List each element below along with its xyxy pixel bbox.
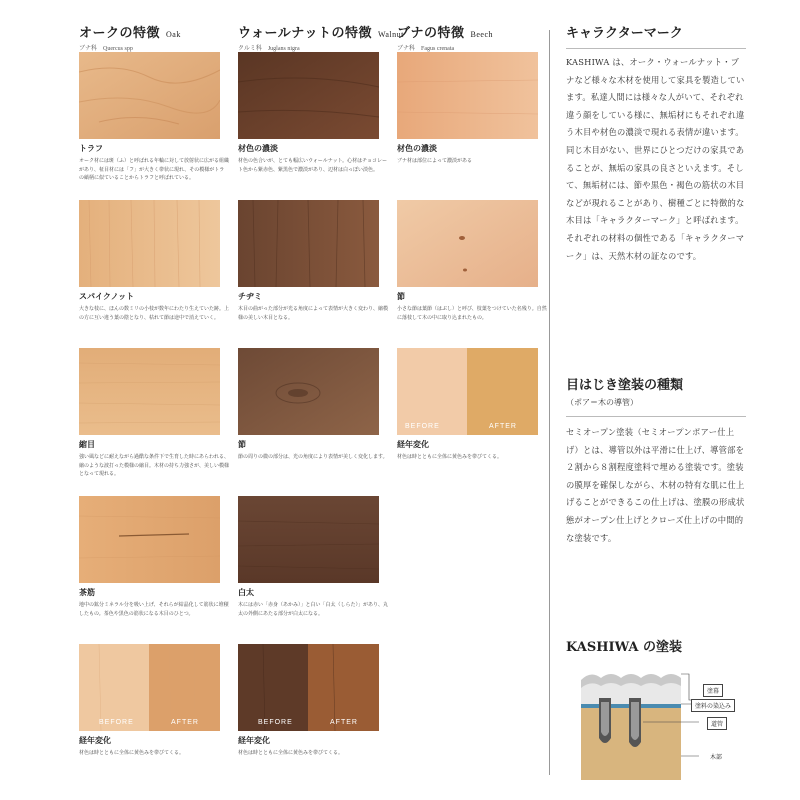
- oak-spike-knot-title: スパイクノット: [79, 291, 135, 301]
- oak-chasuji-image: [79, 496, 220, 583]
- oak-spike-knot-desc: 大きな枝に、ほんの数ミリの小枝が数年にわたり生えていた跡。上の方に互い違う葉の陰となり、枯れて節は途中で消えていく。: [79, 306, 230, 321]
- walnut-shade-image: [238, 52, 379, 139]
- oak-aging-image: [79, 644, 220, 731]
- oak-aging-desc: 材色は時とともに全体に黄色みを帯びてくる。: [79, 750, 185, 756]
- oak-chijimi-caption: [79, 439, 229, 479]
- oak-chijimi-image: [79, 348, 220, 435]
- beech-knot-title: 節: [397, 291, 405, 301]
- oak-chasuji-caption: [79, 587, 229, 618]
- coating-diagram: [581, 668, 746, 780]
- character-mark-body-wrap: [566, 54, 746, 265]
- beech-before-label: BEFORE: [405, 423, 440, 430]
- beech-shade-title: 材色の濃淡: [397, 143, 437, 153]
- label-vessel: 道管: [707, 717, 727, 730]
- walnut-shirata-image: [238, 496, 379, 583]
- coating-type-subtitle: （ポア＝木の導管）: [566, 398, 638, 407]
- oak-chasuji-title: 茶筋: [79, 587, 95, 597]
- walnut-chijimi-caption: [238, 291, 388, 322]
- kashiwa-coating-section: [566, 636, 746, 655]
- oak-aging-title: 経年変化: [79, 735, 111, 745]
- walnut-shade-caption: [238, 143, 388, 174]
- oak-tora-title: トラフ: [79, 143, 103, 153]
- walnut-aging-title: 経年変化: [238, 735, 270, 745]
- beech-header: [397, 22, 493, 52]
- beech-knot-caption: [397, 291, 547, 322]
- beech-aging-image: [397, 348, 538, 435]
- beech-shade-caption: [397, 143, 547, 166]
- oak-spike-knot-image: [79, 200, 220, 287]
- walnut-chijimi-title: チヂミ: [238, 291, 262, 301]
- oak-chasuji-desc: 地中の鉱分ミネラル分を吸い上げ、それらが結晶化して筋状に堆積したもの。茶色や黒色の筋状になる木目のひとつ。: [79, 602, 229, 617]
- kashiwa-coating-title: KASHIWA の塗装: [566, 640, 682, 655]
- walnut-shade-title: 材色の濃淡: [238, 143, 278, 153]
- beech-knot-image: [397, 200, 538, 287]
- walnut-title-en: Walnut: [377, 30, 404, 39]
- character-mark-section: [566, 22, 746, 41]
- character-mark-title: キャラクターマーク: [566, 26, 683, 41]
- coating-type-title: 目はじき塗装の種類: [566, 378, 684, 393]
- beech-after-label: AFTER: [489, 423, 517, 430]
- walnut-header: [238, 22, 404, 52]
- walnut-after-label: AFTER: [330, 719, 358, 726]
- walnut-before-label: BEFORE: [258, 719, 293, 726]
- beech-aging-desc: 材色は時とともに全体に黄色みを帯びてくる。: [397, 454, 503, 460]
- column-divider: [549, 30, 550, 775]
- walnut-knot-title: 節: [238, 439, 246, 449]
- oak-title: オークの特徴: [79, 26, 161, 41]
- beech-knot-desc: 小さな節は葉節（はぶし）と呼び、枝葉をつけていた名残り。自然に落枝して木の中に取り込まれたもの。: [397, 306, 547, 321]
- label-coat-film: 塗幕: [703, 684, 723, 697]
- oak-subtitle: ブナ科 Quercus spp: [79, 46, 133, 52]
- walnut-shirata-title: 白太: [238, 587, 254, 597]
- oak-tora-caption: [79, 143, 229, 183]
- walnut-shirata-desc: 木には赤い「赤身（あかみ）」と白い「白太（しらた）」があり、丸太の外側にあたる部分が白太になる。: [238, 602, 389, 617]
- beech-aging-title: 経年変化: [397, 439, 429, 449]
- coating-type-rule: [566, 416, 746, 417]
- oak-chijimi-desc: 強い風などに耐えながら過酷な条件下で生育した時にあらわれる、縮のような波打った模様の縮目。木材の持ち力強さが、美しい模様となって現れる。: [79, 454, 230, 477]
- beech-title-en: Beech: [470, 30, 494, 39]
- oak-chijimi-title: 縮目: [79, 439, 95, 449]
- oak-header: [79, 22, 181, 52]
- walnut-knot-desc: 節の周りの微の部分は、光の角度により表情が美しく変化します。: [238, 454, 388, 460]
- oak-tora-desc: オーク材には斑（ふ）と呼ばれる年輪に対して放射状に広がる組織があり、柾目材には「フ」が大きく帯状に現れ、その模様がトラの縞柄に似ていることからトラフと呼ばれている。: [79, 158, 230, 181]
- walnut-shirata-caption: [238, 587, 388, 618]
- coating-type-body: セミオープン塗装（セミオープンポアー仕上げ）とは、導管以外は平滑に仕上げ、導管部を２割から８割程度塗料で埋める塗装です。塗装の膜厚を確保しながら、木材の特有な肌に仕上げることができるこの仕上げは、塗膜の形成状態がオープン仕上げとクローズ仕上げの中間的な塗装です。: [566, 427, 745, 543]
- character-mark-rule: [566, 48, 746, 49]
- walnut-title: ウォールナットの特徴: [238, 26, 372, 41]
- oak-title-en: Oak: [166, 30, 181, 39]
- label-paint-penetration: 塗料の染込み: [691, 699, 735, 712]
- oak-after-label: AFTER: [171, 719, 199, 726]
- label-wood: 木部: [710, 755, 723, 761]
- walnut-chijimi-image: [238, 200, 379, 287]
- oak-aging-caption: [79, 735, 229, 758]
- coating-type-section: [566, 374, 746, 408]
- oak-spike-knot-caption: [79, 291, 229, 322]
- coating-type-body-wrap: [566, 424, 746, 547]
- beech-subtitle: ブナ科 Fagus crenata: [397, 46, 455, 52]
- beech-aging-caption: [397, 439, 547, 462]
- walnut-knot-image: [238, 348, 379, 435]
- beech-shade-desc: ブナ材は部位によって濃淡がある: [397, 158, 473, 164]
- walnut-chijimi-desc: 木目の曲がった部分が光る角度によって表情が大きく変わり、縮模様の美しい木目となる。: [238, 306, 389, 321]
- walnut-aging-caption: [238, 735, 388, 758]
- walnut-aging-image: [238, 644, 379, 731]
- character-mark-body: KASHIWA は、オーク・ウォールナット・ブナなど様々な木材を使用して家具を製造しています。私達人間には様々な人がいて、それぞれ違う顔をしている様に、無垢材にもそれぞれ違う木目や材色の濃淡で現れる表情が違います。同じ木目がない、世界にひとつだけの家具であることが、無垢の家具の良さといえます。そして、無垢材には、節や黒色・褐色の筋状の木目などが現れることがあり、樹種ごとに特徴的な木目は「キャラクターマーク」と呼ばれます。それぞれの材料の個性である「キャラクターマーク」は、天然木材の証なのです。: [566, 57, 745, 261]
- beech-title: ブナの特徴: [397, 26, 465, 41]
- oak-tora-image: [79, 52, 220, 139]
- beech-shade-image: [397, 52, 538, 139]
- walnut-knot-caption: [238, 439, 388, 462]
- walnut-aging-desc: 材色は時とともに全体に黄色みを帯びてくる。: [238, 750, 344, 756]
- oak-before-label: BEFORE: [99, 719, 134, 726]
- walnut-subtitle: クルミ科 Juglans nigra: [238, 46, 300, 52]
- walnut-shade-desc: 材色の色合いが、とても幅広いウォールナット。心材はチョコレート色から紫赤色、紫黒色で濃淡があり、辺材は白っぽい淡色。: [238, 158, 388, 173]
